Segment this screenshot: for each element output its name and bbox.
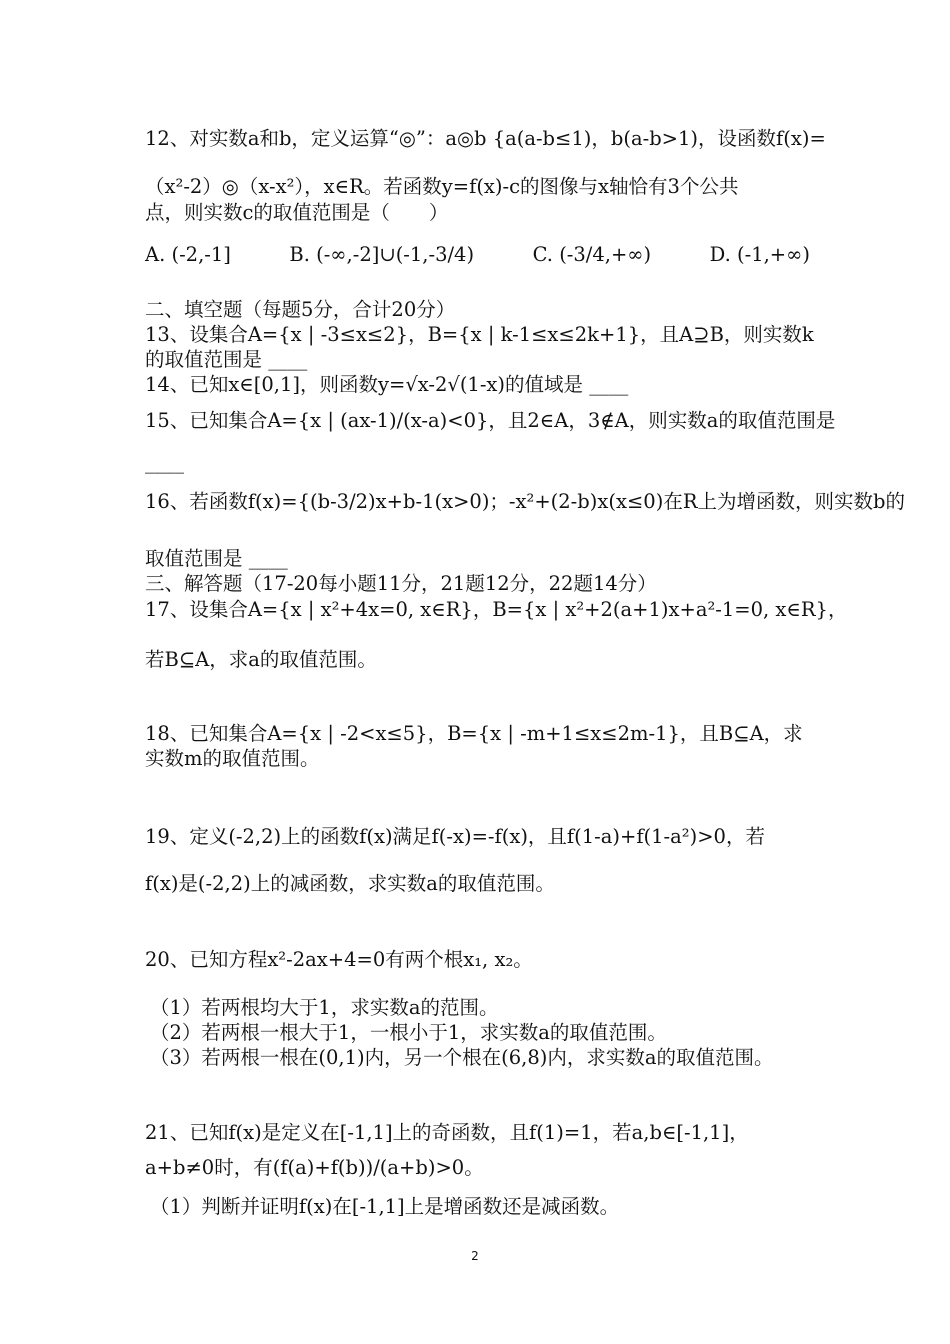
section-answer-heading: 三、解答题（17-20每小题11分，21题12分，22题14分） xyxy=(145,572,657,595)
q21-line-1: 21、已知f(x)是定义在[-1,1]上的奇函数，且f(1)=1，若a,b∈[-1,1]， xyxy=(145,1121,749,1144)
q13-line-1: 13、设集合A={x | -3≤x≤2}，B={x | k-1≤x≤2k+1}，且A⊇B，则实数k xyxy=(145,323,814,346)
q17-line-2: 若B⊆A，求a的取值范围。 xyxy=(145,648,377,671)
q13-line-2: 的取值范围是 ____ xyxy=(145,348,308,371)
q12-line-1: 12、对实数a和b，定义运算“◎”：a◎b {a(a-b≤1)，b(a-b>1)，设函数f(x)= xyxy=(145,127,826,150)
q21-line-2: a+b≠0时，有(f(a)+f(b))/(a+b)>0。 xyxy=(145,1156,484,1179)
q18-line-2: 实数m的取值范围。 xyxy=(145,747,320,770)
q21-part-1: （1）判断并证明f(x)在[-1,1]上是增函数还是减函数。 xyxy=(150,1195,620,1218)
q20-part-2: （2）若两根一根大于1，一根小于1，求实数a的取值范围。 xyxy=(150,1021,667,1044)
q19-line-2: f(x)是(-2,2)上的减函数，求实数a的取值范围。 xyxy=(145,872,555,895)
q12-line-2: （x²-2）◎（x-x²），x∈R。若函数y=f(x)-c的图像与x轴恰有3个公共 xyxy=(145,175,739,198)
q12-line-3: 点，则实数c的取值范围是（ ） xyxy=(145,201,449,224)
q14: 14、已知x∈[0,1]，则函数y=√x-2√(1-x)的值域是 ____ xyxy=(145,373,629,396)
q20-line-1: 20、已知方程x²-2ax+4=0有两个根x₁, x₂。 xyxy=(145,948,533,971)
q16-line-2: 取值范围是 ____ xyxy=(145,547,288,570)
q19-line-1: 19、定义(-2,2)上的函数f(x)满足f(-x)=-f(x)，且f(1-a)+f(1-a²)>0，若 xyxy=(145,825,765,848)
section-fill-in-heading: 二、填空题（每题5分，合计20分） xyxy=(145,298,456,321)
q15-line-1: 15、已知集合A={x | (ax-1)/(x-a)<0}，且2∈A，3∉A，则实数a的取值范围是 xyxy=(145,409,836,432)
q15-line-2: ____ xyxy=(145,451,184,474)
q16-line-1: 16、若函数f(x)={(b-3/2)x+b-1(x>0)；-x²+(2-b)x(x≤0)在R上为增函数，则实数b的 xyxy=(145,490,905,513)
q20-part-3: （3）若两根一根在(0,1)内，另一个根在(6,8)内，求实数a的取值范围。 xyxy=(150,1046,774,1069)
page-number: 2 xyxy=(471,1249,479,1263)
q17-line-1: 17、设集合A={x | x²+4x=0, x∈R}，B={x | x²+2(a+1)x+a²-1=0, x∈R}， xyxy=(145,598,848,621)
q18-line-1: 18、已知集合A={x | -2<x≤5}，B={x | -m+1≤x≤2m-1}，且B⊆A，求 xyxy=(145,722,803,745)
q20-part-1: （1）若两根均大于1，求实数a的范围。 xyxy=(150,996,499,1019)
q12-options: A. (-2,-1] B. (-∞,-2]∪(-1,-3/4) C. (-3/4,+∞) D. (-1,+∞) xyxy=(145,243,810,266)
